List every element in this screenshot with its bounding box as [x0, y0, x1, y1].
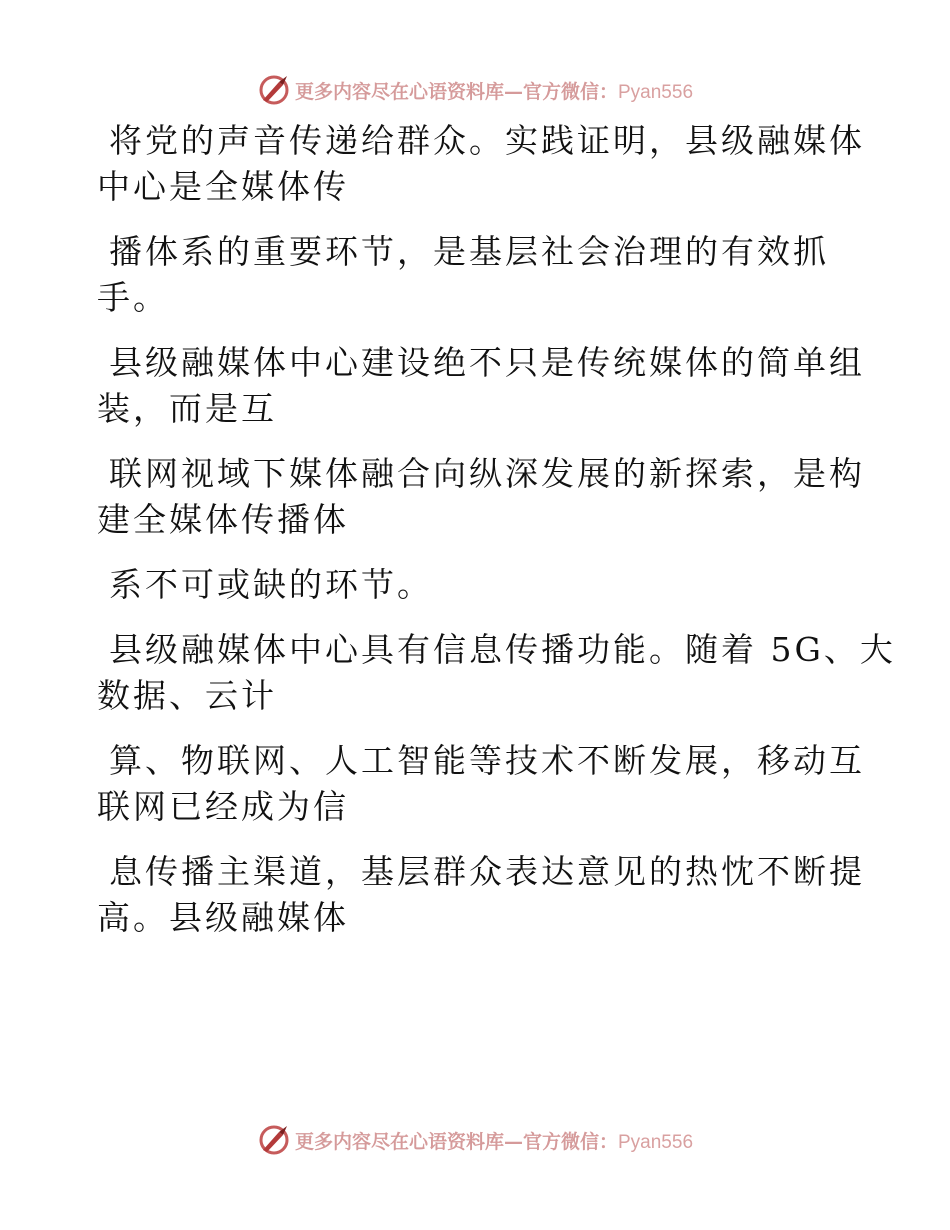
- paragraph-line: 将党的声音传递给群众。实践证明，县级融媒体: [109, 121, 865, 160]
- quill-logo-icon: [257, 1123, 291, 1157]
- paragraph-line: 装，而是互: [97, 389, 277, 428]
- paragraph: [97, 340, 917, 432]
- paragraph: [97, 849, 917, 941]
- paragraph-line: 联网已经成为信: [97, 787, 349, 826]
- paragraph-line: 手。: [97, 278, 169, 317]
- paragraph-line: 县级融媒体中心具有信息传播功能。随着 5G、大: [109, 630, 896, 669]
- paragraph-line: 高。县级融媒体: [97, 898, 349, 937]
- paragraph: [97, 738, 917, 830]
- document-body: [97, 118, 917, 960]
- quill-logo-icon: [257, 73, 291, 107]
- paragraph-line: 中心是全媒体传: [97, 167, 349, 206]
- watermark-text: 更多内容尽在心语资料库—官方微信：Pyan556: [294, 1130, 694, 1153]
- paragraph-line: 建全媒体传播体: [97, 500, 349, 539]
- footer-watermark: [0, 1120, 950, 1160]
- paragraph-line: 播体系的重要环节，是基层社会治理的有效抓: [109, 232, 829, 271]
- paragraph: [97, 229, 917, 321]
- paragraph-line: 联网视域下媒体融合向纵深发展的新探索，是构: [109, 454, 865, 493]
- paragraph: [97, 627, 917, 719]
- watermark-text: 更多内容尽在心语资料库—官方微信：Pyan556: [294, 80, 694, 103]
- paragraph: [97, 562, 917, 608]
- paragraph: [97, 118, 917, 210]
- paragraph-line: 系不可或缺的环节。: [109, 565, 433, 604]
- header-watermark: [0, 70, 950, 110]
- paragraph-line: 县级融媒体中心建设绝不只是传统媒体的简单组: [109, 343, 865, 382]
- paragraph: [97, 451, 917, 543]
- paragraph-line: 息传播主渠道，基层群众表达意见的热忱不断提: [109, 852, 865, 891]
- paragraph-line: 算、物联网、人工智能等技术不断发展，移动互: [109, 741, 865, 780]
- paragraph-line: 数据、云计: [97, 676, 277, 715]
